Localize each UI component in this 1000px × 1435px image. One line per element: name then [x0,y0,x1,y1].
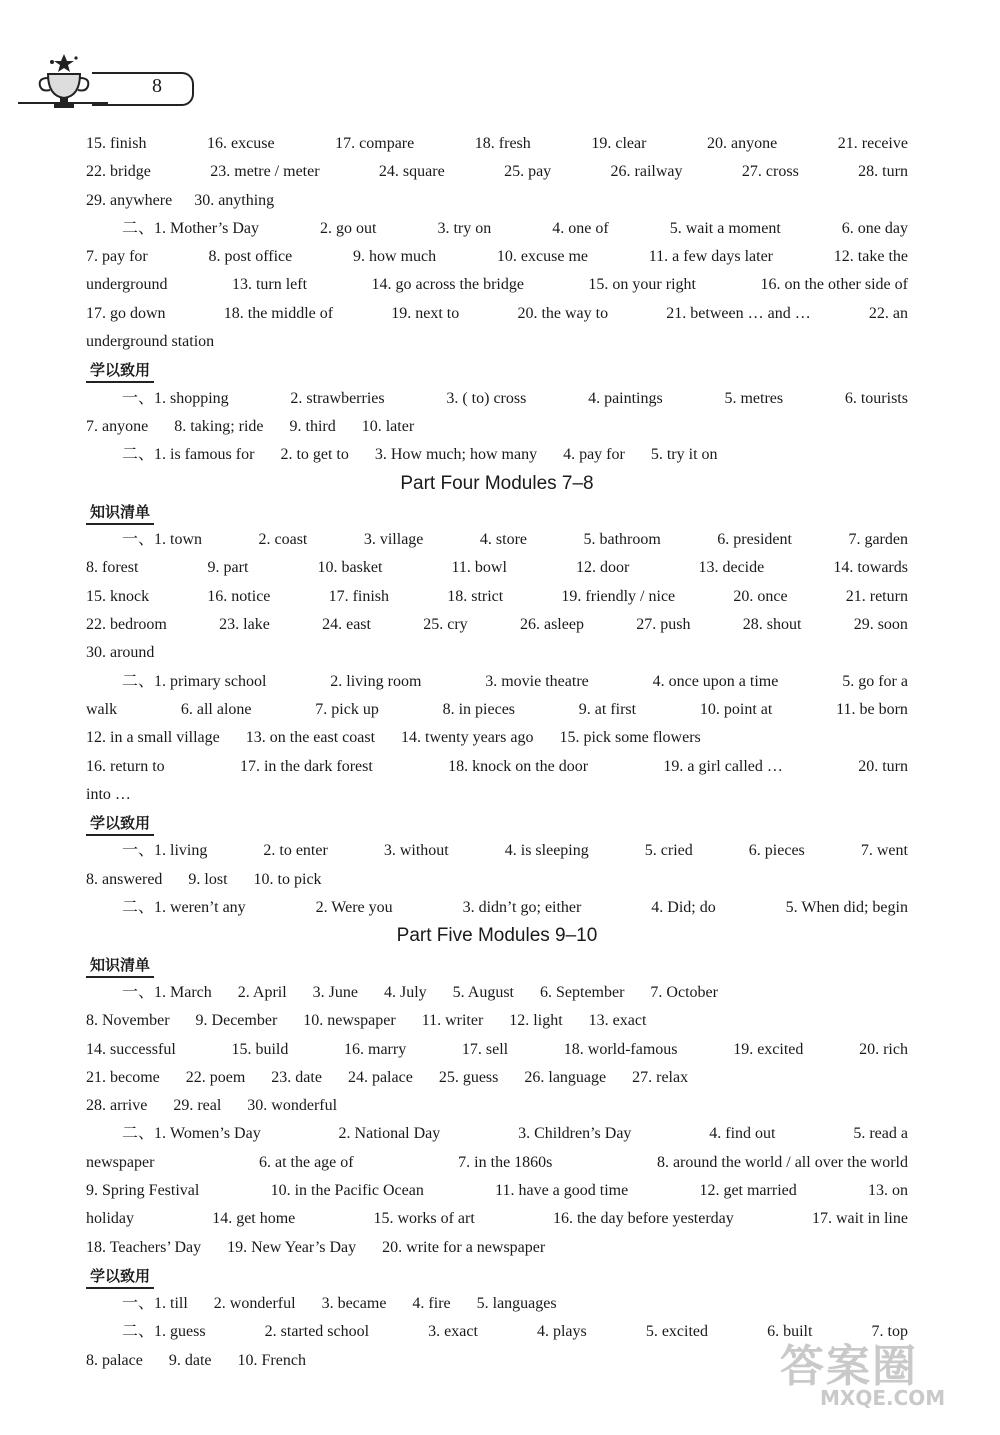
answer-item: 一、1. living [122,842,208,860]
answer-line [86,1007,908,1035]
answer-item: 5. bathroom [583,531,661,549]
answer-item: 18. fresh [474,135,531,152]
answer-item: 17. finish [328,587,390,605]
answer-line [86,271,908,299]
answer-item: 12. door [576,559,630,577]
answer-item: 29. soon [853,616,908,634]
answer-item: 4. pay for [563,446,625,464]
answer-item: 3. became [321,1295,387,1313]
answer-item: 10. newspaper [303,1012,396,1030]
answer-line [86,158,908,186]
answer-item: 2. to get to [280,446,349,464]
answer-item: 二、1. primary school [122,672,267,690]
answer-item: 26. language [524,1068,607,1086]
answer-item: 18. Teachers’ Day [86,1238,202,1256]
answer-item: 6. built [767,1323,813,1341]
answer-item: 10. point at [699,700,773,718]
answer-line [86,554,908,582]
answer-line [86,979,908,1007]
answer-item: 10. French [237,1351,306,1369]
answer-line [86,187,908,215]
answer-item: 7. went [860,842,908,860]
answer-item: 9. third [289,417,336,435]
answer-line [86,243,908,271]
answer-item: 11. be born [836,700,908,718]
answer-item: 20. write for a newspaper [382,1238,546,1256]
answer-item: 14. successful [86,1040,176,1058]
watermark-logo [780,1330,990,1430]
answer-item: 7. pick up [315,700,379,718]
answer-item: 13. exact [588,1012,647,1030]
answer-item: 2. strawberries [290,389,385,407]
answer-item: 25. pay [504,163,552,181]
answer-item: 8. answered [86,870,163,888]
answer-item: 13. decide [698,559,765,577]
answer-line [86,328,908,356]
answer-item: 6. all alone [180,700,252,718]
answer-item: 21. between … and … [666,304,811,322]
answer-line [86,441,908,469]
answer-item: 3. movie theatre [485,672,589,690]
answer-item: 19. next to [391,304,460,322]
answer-item: 19. excited [733,1040,804,1058]
section-tag [86,356,908,384]
page-number: 8 [152,75,162,97]
answer-line [86,413,908,441]
answer-item: 22. bridge [86,163,151,181]
section-tag-label: 学以致用 [86,812,154,836]
answer-item: underground station [86,333,215,351]
answer-item: 16. return to [86,757,165,775]
answer-line [86,753,908,781]
answer-item: 4. fire [412,1295,451,1313]
answer-item: 2. to enter [263,842,328,860]
answer-item: 14. towards [833,559,908,577]
answer-item: 4. find out [709,1125,776,1143]
answer-item: 12. in a small village [86,729,220,747]
answer-item: 5. When did; begin [785,899,908,917]
answer-content [86,130,908,1375]
answer-item: 5. wait a moment [669,219,781,237]
answer-item: 一、1. March [122,983,212,1001]
answer-item: 19. clear [591,135,647,152]
answer-item: 2. living room [330,672,422,690]
part-title: Part Five Modules 9–10 [396,925,598,947]
answer-item: 20. turn [858,757,908,775]
answer-item: 15. on your right [588,276,696,294]
section-tag [86,809,908,837]
answer-item: 6. tourists [844,389,908,407]
answer-item: 7. October [650,983,718,1001]
watermark-url: MXQE.COM [820,1386,946,1410]
answer-line [86,1205,908,1233]
answer-item: 5. try it on [650,446,718,464]
answer-item: into … [86,785,131,803]
answer-item: 8. forest [86,559,139,577]
answer-item: 二、1. weren’t any [122,899,246,917]
answer-item: 3. How much; how many [374,446,538,464]
answer-line [86,894,908,922]
page-number-frame [92,72,194,106]
answer-item: 24. east [322,616,371,634]
answer-item: 3. didn’t go; either [462,899,582,917]
answer-item: 3. without [383,842,449,860]
answer-item: 18. world-famous [563,1040,678,1058]
answer-item: 21. return [845,587,908,605]
answer-item: 22. poem [185,1068,246,1086]
answer-item: 6. at the age of [258,1153,354,1171]
answer-item: 4. paintings [588,389,663,407]
answer-line [86,526,908,554]
answer-line [86,1149,908,1177]
answer-item: 22. bedroom [86,616,167,634]
answer-item: 4. plays [536,1323,587,1341]
answer-item: 5. cried [644,842,693,860]
answer-item: 8. in pieces [442,700,516,718]
answer-item: 20. once [733,587,788,605]
answer-item: 9. Spring Festival [86,1181,200,1199]
answer-item: 14. go across the bridge [371,276,524,294]
answer-line [86,781,908,809]
answer-line [86,639,908,667]
part-title: Part Four Modules 7–8 [400,472,594,494]
answer-item: 10. basket [317,559,383,577]
answer-item: 3. Children’s Day [518,1125,632,1143]
header-rule [18,102,108,104]
answer-item: 17. sell [461,1040,509,1058]
answer-item: 5. August [452,983,514,1001]
answer-item: 9. how much [353,248,437,266]
answer-item: 6. September [540,983,625,1001]
answer-item: 17. go down [86,304,166,322]
answer-line [86,1120,908,1148]
answer-item: 2. Were you [315,899,393,917]
answer-line [86,215,908,243]
answer-line [86,1234,908,1262]
answer-item: 23. date [271,1068,322,1086]
answer-item: 19. a girl called … [663,757,783,775]
answer-item: 8. November [86,1012,170,1030]
answer-item: 11. writer [421,1012,484,1030]
answer-item: 二、1. Women’s Day [122,1125,261,1143]
answer-item: 15. works of art [373,1210,475,1228]
answer-item: 10. in the Pacific Ocean [270,1181,424,1199]
answer-item: 16. on the other side of [760,276,908,294]
answer-item: 28. arrive [86,1097,148,1115]
answer-item: 30. wonderful [247,1097,338,1115]
answer-item: 二、1. Mother’s Day [122,219,260,237]
answer-item: 4. store [479,531,527,549]
page-header [0,52,200,112]
answer-item: 6. president [717,531,792,549]
answer-item: 17. compare [335,135,415,152]
answer-item: 2. started school [264,1323,370,1341]
answer-item: 一、1. shopping [122,389,229,407]
answer-item: 16. the day before yesterday [552,1210,734,1228]
answer-item: 8. post office [208,248,293,266]
answer-item: 13. on the east coast [245,729,376,747]
answer-item: 5. languages [476,1295,557,1313]
answer-item: 9. part [207,559,249,577]
answer-item: 2. National Day [338,1125,441,1143]
answer-line [86,1177,908,1205]
answer-item: underground [86,276,168,294]
answer-item: 12. take the [833,248,908,266]
answer-item: 2. wonderful [213,1295,296,1313]
answer-line [86,1092,908,1120]
answer-item: 5. go for a [842,672,908,690]
answer-line [86,300,908,328]
answer-item: 9. at first [578,700,637,718]
answer-item: holiday [86,1210,134,1228]
answer-item: 13. on [867,1181,908,1199]
answer-item: 23. lake [219,616,270,634]
answer-item: 9. lost [188,870,228,888]
answer-item: 26. railway [610,163,683,181]
answer-item: 一、1. town [122,531,203,549]
answer-item: 12. get married [699,1181,797,1199]
answer-item: 22. an [868,304,908,322]
answer-item: 16. notice [207,587,271,605]
answer-item: 3. village [363,531,424,549]
answer-item: 6. one day [841,219,908,237]
answer-line [86,1064,908,1092]
answer-item: 2. coast [258,531,308,549]
answer-item: 20. anyone [707,135,778,152]
answer-item: 3. ( to) cross [446,389,527,407]
answer-line [86,583,908,611]
answer-item: 18. the middle of [223,304,334,322]
answer-item: 12. light [509,1012,563,1030]
section-tag [86,951,908,979]
answer-item: 16. excuse [207,135,275,152]
section-tag-label: 学以致用 [86,359,154,383]
answer-item: 5. metres [724,389,784,407]
answer-item: 11. have a good time [495,1181,629,1199]
answer-item: 6. pieces [748,842,805,860]
answer-item: 18. strict [447,587,504,605]
answer-item: 7. garden [848,531,908,549]
answer-item: 二、1. guess [122,1323,206,1341]
answer-item: 15. finish [86,135,147,152]
answer-line [86,668,908,696]
answer-item: 10. later [361,417,415,435]
answer-item: 4. July [383,983,427,1001]
answer-item: 4. Did; do [651,899,716,917]
answer-item: 27. cross [741,163,799,181]
answer-line [86,385,908,413]
answer-item: 28. shout [742,616,802,634]
section-tag-label: 知识清单 [86,501,154,525]
answer-item: 19. New Year’s Day [227,1238,357,1256]
answer-item: 16. marry [344,1040,407,1058]
answer-item: newspaper [86,1153,155,1171]
section-tag [86,498,908,526]
answer-item: 30. around [86,644,155,662]
answer-item: 27. relax [632,1068,689,1086]
answer-item: 21. receive [837,135,908,152]
answer-item: 27. push [636,616,691,634]
answer-item: 7. top [871,1323,908,1341]
answer-item: 3. exact [428,1323,478,1341]
answer-item: 一、1. till [122,1295,188,1313]
watermark-text: 答案圈 [780,1341,918,1392]
answer-item: 7. anyone [86,417,149,435]
answer-item: 13. turn left [231,276,308,294]
answer-item: 2. go out [320,219,377,237]
answer-item: 20. rich [859,1040,908,1058]
answer-item: 8. taking; ride [174,417,264,435]
answer-item: 3. June [312,983,358,1001]
answer-item: 11. a few days later [648,248,774,266]
answer-item: 9. December [195,1012,278,1030]
answer-item: 15. knock [86,587,150,605]
answer-item: 11. bowl [451,559,507,577]
answer-item: 14. get home [212,1210,296,1228]
answer-line [86,130,908,158]
answer-item: 25. cry [423,616,468,634]
answer-item: 7. in the 1860s [458,1153,553,1171]
answer-item: 26. asleep [519,616,584,634]
answer-item: 二、1. is famous for [122,446,255,464]
answer-item: 25. guess [438,1068,499,1086]
answer-line [86,837,908,865]
answer-item: 14. twenty years ago [401,729,534,747]
answer-line [86,724,908,752]
answer-item: 7. pay for [86,248,148,266]
answer-item: walk [86,700,118,718]
answer-line [86,611,908,639]
answer-item: 4. one of [552,219,609,237]
answer-item: 28. turn [858,163,908,181]
answer-item: 10. excuse me [496,248,588,266]
answer-item: 5. read a [853,1125,908,1143]
section-tag-label: 学以致用 [86,1265,154,1289]
answer-line [86,1290,908,1318]
answer-item: 17. in the dark forest [239,757,373,775]
answer-item: 2. April [237,983,287,1001]
section-tag [86,1262,908,1290]
section-tag-label: 知识清单 [86,954,154,978]
answer-item: 30. anything [194,191,275,209]
answer-item: 4. once upon a time [652,672,779,690]
answer-item: 23. metre / meter [210,163,320,181]
answer-item: 15. pick some flowers [559,729,701,747]
answer-line [86,866,908,894]
answer-line [86,1036,908,1064]
answer-item: 24. palace [347,1068,413,1086]
answer-item: 15. build [231,1040,289,1058]
answer-item: 10. to pick [253,870,322,888]
answer-item: 29. anywhere [86,191,173,209]
answer-item: 29. real [173,1097,222,1115]
answer-item: 20. the way to [517,304,609,322]
answer-item: 21. become [86,1068,160,1086]
answer-item: 5. excited [645,1323,709,1341]
answer-item: 4. is sleeping [504,842,589,860]
answer-item: 17. wait in line [811,1210,908,1228]
answer-item: 24. square [378,163,445,181]
answer-item: 3. try on [437,219,492,237]
answer-item: 9. date [168,1351,212,1369]
answer-line [86,696,908,724]
answer-item: 8. around the world / all over the world [656,1153,908,1171]
answer-item: 18. knock on the door [448,757,589,775]
answer-item: 19. friendly / nice [561,587,676,605]
answer-item: 8. palace [86,1351,143,1369]
